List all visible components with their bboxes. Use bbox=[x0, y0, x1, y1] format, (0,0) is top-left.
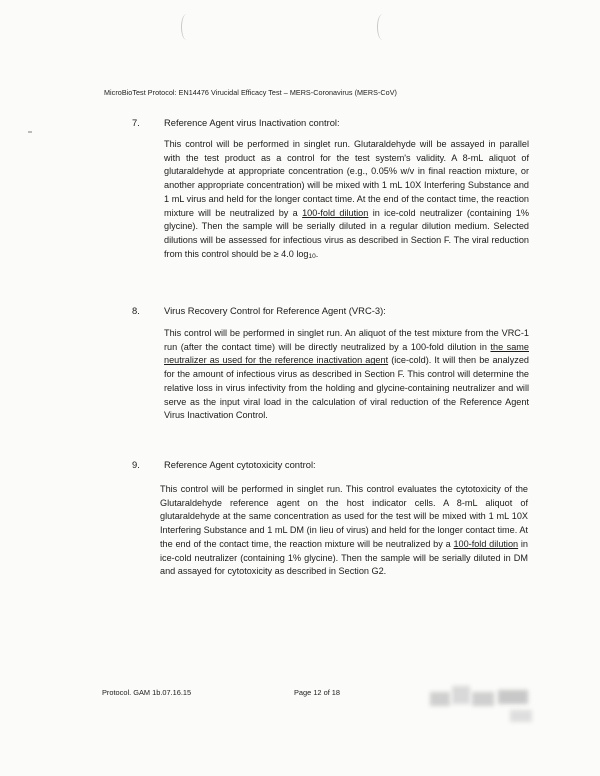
section-7-underline: 100-fold dilution bbox=[302, 207, 369, 218]
section-7-text-2: in ice-cold neutralizer (containing 1% glycine). Then the sample will be serially diluted in a regular dilution medium. Selected dilutions will be assessed for infectious virus as described in Section F. The viral reduction from this control should be ≥ 4.0 log bbox=[164, 207, 529, 259]
section-8-body bbox=[164, 327, 529, 423]
section-7-text-1: This control will be performed in singlet run. Glutaraldehyde will be assayed in parallel with the test product as a control for the test system's validity. A 8-mL aliquot of glutaraldehyde at appropriate concentration (e.g., 0.05% w/v in final reaction mixture, or another appropriate concentration) will be mixed with 1 mL 10X Interfering Substance and 1 mL virus and held for the longer contact time. At the end of the contact time, the reaction mixture will be neutralized by a bbox=[164, 139, 529, 218]
section-9-number: 9. bbox=[132, 459, 140, 470]
footer-page-number: Page 12 of 18 bbox=[294, 688, 341, 697]
section-7-number: 7. bbox=[132, 117, 140, 128]
document-header: MicroBioTest Protocol: EN14476 Virucidal Efficacy Test – MERS-Coronavirus (MERS-CoV) bbox=[104, 88, 397, 97]
section-9-title: Reference Agent cytotoxicity control: bbox=[164, 459, 316, 470]
punch-hole-left bbox=[181, 14, 192, 40]
section-8-text-2: (ice-cold). It will then be analyzed for the amount of infectious virus as described in Section F. This control will determine the relative loss in virus infectivity from the holding and glycine-containing neutralizer and will serve as the input viral load in the calculation of viral reduction of the Reference Agent Virus Inactivation Control. bbox=[164, 355, 529, 421]
section-8-title: Virus Recovery Control for Reference Agent (VRC-3): bbox=[164, 305, 386, 316]
punch-hole-right bbox=[377, 14, 388, 40]
section-7-text-3: . bbox=[315, 248, 319, 259]
section-9-underline: 100-fold dilution bbox=[453, 538, 519, 549]
section-7-body bbox=[164, 138, 529, 263]
section-9-body bbox=[160, 483, 528, 579]
section-9-text-1: This control will be performed in singlet run. This control evaluates the cytotoxicity of the Glutaraldehyde reference agent on the host indicator cells. A 8-mL aliquot of glutaraldehyde at the same concentration as used for the test will be mixed with 1 mL 10X Interfering Substance and 1 mL DM (in lieu of virus) and held for the longer contact time. At the end of the contact time, the reaction mixture will be neutralized by a bbox=[160, 484, 528, 549]
footer-protocol: Protocol. GAM 1b.07.16.15 bbox=[102, 688, 192, 697]
section-9-text-2: in ice-cold neutralizer (containing 1% glycine). Then the sample will be serially diluted in DM and assayed for cytotoxicity as described in Section G2. bbox=[160, 538, 528, 577]
margin-mark bbox=[28, 131, 32, 133]
section-8-text-1: This control will be performed in singlet run. An aliquot of the test mixture from the VRC-1 run (after the contact time) will be directly neutralized by a 100-fold dilution in bbox=[164, 328, 529, 352]
section-7-title: Reference Agent virus Inactivation control: bbox=[164, 117, 340, 128]
section-8-number: 8. bbox=[132, 305, 140, 316]
section-8-underline: the same neutralizer as used for the reference inactivation agent bbox=[164, 341, 529, 366]
section-7-subscript: 10 bbox=[308, 252, 316, 260]
